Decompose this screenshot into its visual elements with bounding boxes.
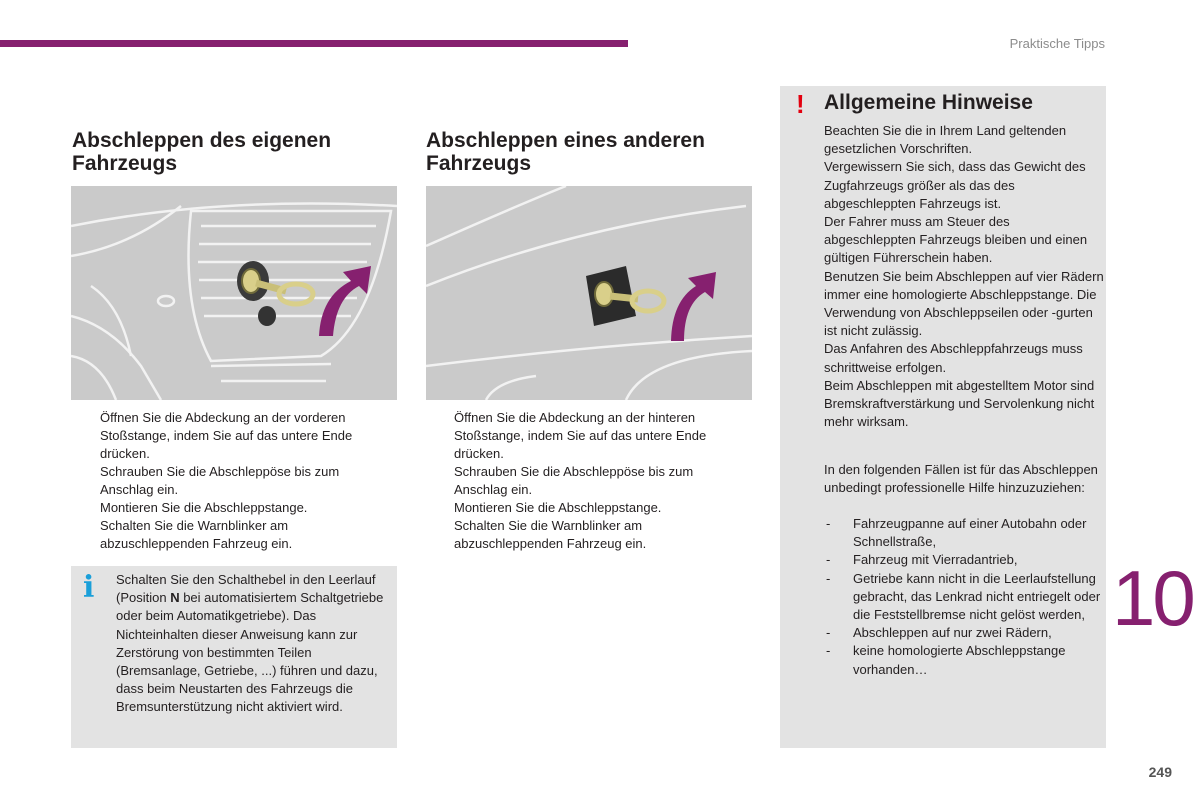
list-item: Montieren Sie die Abschleppstange.: [100, 500, 308, 515]
warning-paragraph-cases-intro: In den folgenden Fällen ist für das Abschleppen unbedingt professionelle Hilfe hinzuzuziehen:: [824, 462, 1098, 496]
header-accent-bar: [0, 40, 628, 47]
warning-title: Allgemeine Hinweise: [824, 91, 1033, 114]
list-item: Schrauben Sie die Abschleppöse bis zum Anschlag ein.: [454, 464, 694, 497]
front-towing-eye-illustration: [71, 186, 397, 400]
list-item: - Getriebe kann nicht in die Leerlaufstellung gebracht, das Lenkrad nicht entriegelt oder die Feststellbremse nicht gelöst werden,: [826, 570, 1101, 623]
info-icon: i: [83, 570, 95, 605]
list-item: Montieren Sie die Abschleppstange.: [454, 500, 662, 515]
warning-icon: !: [796, 89, 805, 119]
dash-marker: -: [826, 625, 831, 641]
dash-marker: -: [826, 516, 831, 531]
section-title-own-vehicle: Abschleppen des eigenen Fahrzeugs: [72, 129, 332, 175]
list-item: Öffnen Sie die Abdeckung an der hinteren Stoßstange, indem Sie auf das untere Ende drücken.: [454, 410, 707, 461]
warning-paragraph: Beachten Sie die in Ihrem Land geltenden gesetzlichen Vorschriften. Vergewissern Sie sich, dass das Gewicht des Zugfahrzeugs größer als das des abgeschleppten Fahrzeugs ist. Der Fahrer muss am Steuer des abgeschleppten Fahrzeugs bleiben und einen gültigen Führerschein haben. Benutzen Sie beim Abschleppen auf vier Rädern immer eine homologierte Abschleppstange. Die Verwendung von Abschleppseilen oder -gurten ist nicht zulässig. Das Anfahren des Abschleppfahrzeugs muss schrittweise erfolgen. Beim Abschleppen mit abgestelltem Motor sind Bremskraftverstärkung und Servolenkung nicht mehr wirksam.: [824, 123, 1104, 430]
list-item: - Abschleppen auf nur zwei Rädern,: [824, 624, 1102, 642]
chapter-number: 10: [1112, 554, 1193, 642]
steps-list-own-vehicle: [72, 409, 372, 553]
list-item: Schalten Sie die Warnblinker am abzuschleppenden Fahrzeug ein.: [454, 518, 647, 551]
list-item: - Fahrzeug mit Vierradantrieb,: [824, 551, 1102, 569]
list-item: Öffnen Sie die Abdeckung an der vorderen Stoßstange, indem Sie auf das untere Ende drücken.: [100, 410, 353, 461]
list-item: - keine homologierte Abschleppstange vorhanden…: [826, 643, 1066, 677]
list-item: Schrauben Sie die Abschleppöse bis zum Anschlag ein.: [100, 464, 340, 497]
cases-list: [824, 515, 1102, 679]
dash-marker: -: [826, 570, 831, 586]
rear-towing-eye-illustration: [426, 186, 752, 400]
warning-box: [780, 86, 1106, 748]
gear-position-label: N: [170, 590, 180, 606]
steps-list-other-vehicle: [426, 409, 726, 553]
dash-marker: -: [826, 552, 831, 568]
info-box: [71, 566, 397, 748]
dash-marker: -: [826, 643, 831, 659]
section-title-other-vehicle: Abschleppen eines anderen Fahrzeugs: [426, 129, 705, 175]
list-item: Schalten Sie die Warnblinker am abzuschleppenden Fahrzeug ein.: [100, 518, 293, 551]
list-item: - Fahrzeugpanne auf einer Autobahn oder Schnellstraße,: [826, 516, 1087, 550]
running-head: Praktische Tipps: [1009, 36, 1105, 51]
info-text: Schalten Sie den Schalthebel in den Leerlauf (Position N bei automatisiertem Schaltgetriebe oder beim Automatikgetriebe). Das Nichteinhalten dieser Anweisung kann zur Zerstörung von bestimmten Teilen (Bremsanlage, Getriebe, ...) führen und dazu, dass beim Neustarten des Fahrzeugs die Bremsunterstützung nicht aktiviert wird.: [116, 572, 384, 715]
page-number: 249: [1148, 764, 1172, 780]
